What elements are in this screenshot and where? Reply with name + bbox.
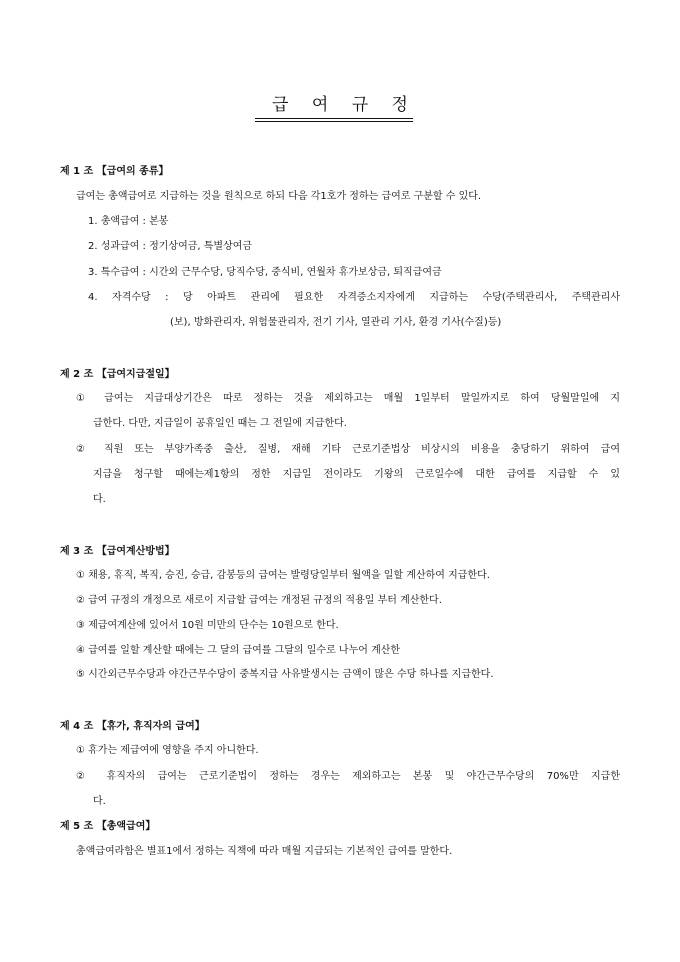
title-underline-top <box>255 118 413 119</box>
article-2-line: ① 급여는 지급대상기간은 따로 정하는 것을 제외하고는 매월 1일부터 말일까지로 하여 당월말일에 지 <box>76 393 620 404</box>
article-2-heading: 제 2 조 【급여지급절일】 <box>60 369 175 380</box>
article-4-line: 다. <box>93 796 106 807</box>
article-2-line: 급한다. 다만, 지급일이 공휴일인 때는 그 전일에 지급한다. <box>93 418 347 429</box>
article-3-line: ① 채용, 휴직, 복직, 승진, 승급, 감봉등의 급여는 발령당일부터 월액을 일할 계산하여 지급한다. <box>76 570 490 581</box>
article-5-heading: 제 5 조 【총액급여】 <box>60 821 156 832</box>
article-1-item: 3. 특수급여 : 시간외 근무수당, 당직수당, 중식비, 연월차 휴가보상금, 퇴직급여금 <box>88 267 442 278</box>
article-2-line: 다. <box>93 494 106 505</box>
article-1-heading: 제 1 조 【급여의 종류】 <box>60 166 169 177</box>
article-4-line: ② 휴직자의 급여는 근로기준법이 정하는 경우는 제외하고는 본봉 및 야간근무수당의 70%만 지급한 <box>76 771 620 782</box>
title-block <box>0 90 680 115</box>
article-1-item-continued: (보), 방화관리자, 위험물관리자, 전기 기사, 열관리 기사, 환경 기사(수질)등) <box>170 317 502 328</box>
article-3-line: ③ 제급여계산에 있어서 10원 미만의 단수는 10원으로 한다. <box>76 620 339 631</box>
article-3-line: ④ 급여를 일할 계산할 때에는 그 달의 급여를 그달의 일수로 나누어 계산한 <box>76 645 401 656</box>
article-3-line: ② 급여 규정의 개정으로 새로이 지급할 급여는 개정된 규정의 적용일 부터 계산한다. <box>76 595 442 606</box>
article-1-item: 1. 총액급여 : 본봉 <box>88 216 169 227</box>
title-underline-bottom <box>255 121 413 122</box>
article-1-item: 2. 성과급여 : 정기상여금, 특별상여금 <box>88 241 253 252</box>
article-1-intro: 급여는 총액급여로 지급하는 것을 원칙으로 하되 다음 각1호가 정하는 급여로 구분할 수 있다. <box>76 191 482 202</box>
article-3-heading: 제 3 조 【급여계산방법】 <box>60 546 175 557</box>
article-1-item: 4. 자격수당 : 당 아파트 관리에 필요한 자격증소지자에게 지급하는 수당(주택관리사, 주택관리사 <box>88 292 620 303</box>
article-5-line: 총액급여라함은 별표1에서 정하는 직책에 따라 매월 지급되는 기본적인 급여를 말한다. <box>76 846 453 857</box>
article-4-line: ① 휴가는 제급여에 영향을 주지 아니한다. <box>76 745 259 756</box>
article-4-heading: 제 4 조 【휴가, 휴직자의 급여】 <box>60 721 205 732</box>
article-2-line: ② 직원 또는 부양가족중 출산, 질병, 재해 기타 근로기준법상 비상시의 비용을 충당하기 위하여 급여 <box>76 444 620 455</box>
article-2-line: 지급을 청구할 때에는제1항의 정한 지급일 전이라도 기왕의 근로일수에 대한 급여를 지급할 수 있 <box>93 469 620 480</box>
page-title: 급 여 규 정 <box>272 95 417 115</box>
article-3-line: ⑤ 시간외근무수당과 야간근무수당이 중복지급 사유발생시는 금액이 많은 수당 하나를 지급한다. <box>76 669 494 680</box>
